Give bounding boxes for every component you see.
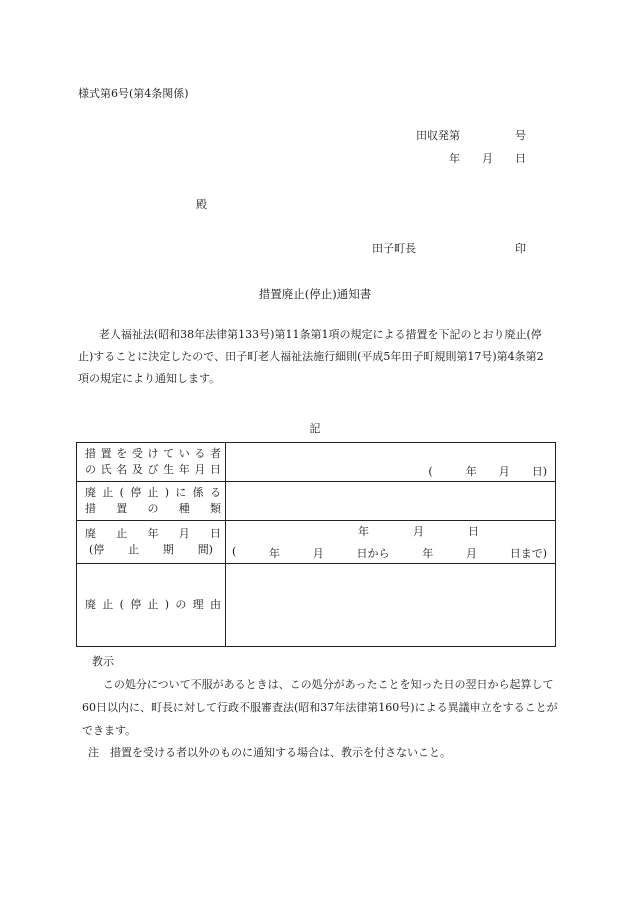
label-char: 措 (85, 502, 96, 515)
birth-date-field: ( 年 月 日) (428, 465, 547, 478)
label-char: び (147, 463, 159, 476)
label-char: 種 (178, 502, 190, 515)
notice-paragraph-text: この処分について不服があるときは、この処分があったことを知った日の翌日から起算して60日以内に、町長に対して行政不服審査法(昭和37年法律第160号)による異議申立をすることができます。 (82, 678, 558, 737)
issuer-signature: 田子町長 印 (372, 242, 526, 255)
label-char: を (116, 447, 128, 460)
label-char: 止 (147, 486, 159, 499)
range-part: 月 (312, 547, 324, 560)
label-char: 名 (116, 463, 128, 476)
label-measure-type (77, 482, 226, 521)
addressee: 殿 (196, 198, 207, 211)
table-row (77, 482, 556, 521)
range-part: 月 (465, 547, 477, 560)
issue-date: 年 月 日 (449, 152, 526, 165)
recipient-value-cell[interactable] (226, 443, 556, 482)
notice-table (76, 442, 556, 647)
label-char: 氏 (100, 463, 112, 476)
label-char: 廃 (85, 598, 96, 611)
form-number-label: 様式第6号(第4条関係) (78, 87, 189, 100)
label-char: 日 (210, 463, 221, 476)
label-char: 廃 (85, 527, 96, 540)
suspension-period-field (232, 545, 547, 561)
label-char: 止 (102, 598, 114, 611)
abolition-date-field: 年 月 日 (358, 525, 479, 538)
label-abolition-date (77, 521, 226, 564)
table-row (77, 443, 556, 482)
label-char: ( (119, 486, 124, 499)
label-char: 者 (210, 447, 221, 460)
label-line (85, 597, 221, 613)
table-row (77, 564, 556, 647)
label-char: 止 (147, 598, 159, 611)
label-char: 月 (194, 463, 206, 476)
label-recipient (77, 443, 226, 482)
issue-number: 田収発第 号 (416, 129, 526, 142)
label-char: 置 (100, 447, 112, 460)
label-char: 年 (147, 527, 159, 540)
label-char: 日 (210, 527, 221, 540)
range-part: 年 (422, 547, 434, 560)
label-line (85, 526, 221, 542)
label-char: 月 (178, 527, 190, 540)
range-part: 日まで) (509, 547, 547, 560)
body-paragraph (78, 324, 554, 390)
label-char: 類 (210, 502, 221, 515)
label-line (85, 446, 221, 462)
label-char: 由 (209, 598, 221, 611)
label-char: る (194, 447, 206, 460)
label-char: 及 (131, 463, 143, 476)
body-paragraph-text: 老人福祉法(昭和38年法律第133号)第11条第1項の規定による措置を下記のとおり廃止(停止)することに決定したので、田子町老人福祉法施行細則(平成5年田子町規則第17号)第4条第2項の規定により通知します。 (78, 328, 544, 385)
reason-value-cell[interactable] (226, 564, 556, 647)
label-char: 止 (116, 527, 128, 540)
label-line (85, 542, 221, 558)
label-char: 停 (130, 486, 142, 499)
abolition-date-value-cell[interactable] (226, 521, 556, 564)
label-char: け (147, 447, 159, 460)
label-char: 年 (178, 463, 190, 476)
label-char: 受 (131, 447, 143, 460)
label-char: 止 (128, 543, 140, 556)
label-char: の (147, 502, 159, 515)
label-char: ( (119, 598, 124, 611)
label-char: 廃 (85, 486, 96, 499)
label-char: 止 (102, 486, 114, 499)
label-char: 理 (192, 598, 204, 611)
range-part: ( (232, 545, 237, 558)
label-line (85, 501, 221, 517)
label-char: に (175, 486, 187, 499)
label-reason (77, 564, 226, 647)
document-title: 措置廃止(停止)通知書 (258, 287, 372, 301)
label-line (85, 485, 221, 501)
footnote: 注 措置を受ける者以外のものに通知する場合は、教示を付さないこと。 (88, 746, 451, 759)
label-char: て (163, 447, 175, 460)
notice-paragraph (82, 673, 558, 742)
range-part: 年 (269, 547, 281, 560)
label-char: 生 (163, 463, 175, 476)
label-char: る (209, 486, 221, 499)
label-char: (停 (89, 543, 105, 556)
range-part: 日から (356, 547, 390, 560)
label-char: 係 (192, 486, 204, 499)
label-char: 期 (162, 543, 174, 556)
label-line (85, 462, 221, 478)
label-char: 置 (116, 502, 128, 515)
label-char: 間) (197, 543, 213, 556)
label-char: い (178, 447, 190, 460)
table-row (77, 521, 556, 564)
ki-heading: 記 (309, 422, 321, 435)
notice-heading: 教示 (92, 655, 114, 668)
label-char: 停 (130, 598, 142, 611)
label-char: ) (164, 486, 170, 499)
label-char: の (175, 598, 187, 611)
label-char: の (85, 463, 96, 476)
label-char: ) (164, 598, 170, 611)
measure-type-value-cell[interactable] (226, 482, 556, 521)
label-char: 措 (85, 447, 96, 460)
